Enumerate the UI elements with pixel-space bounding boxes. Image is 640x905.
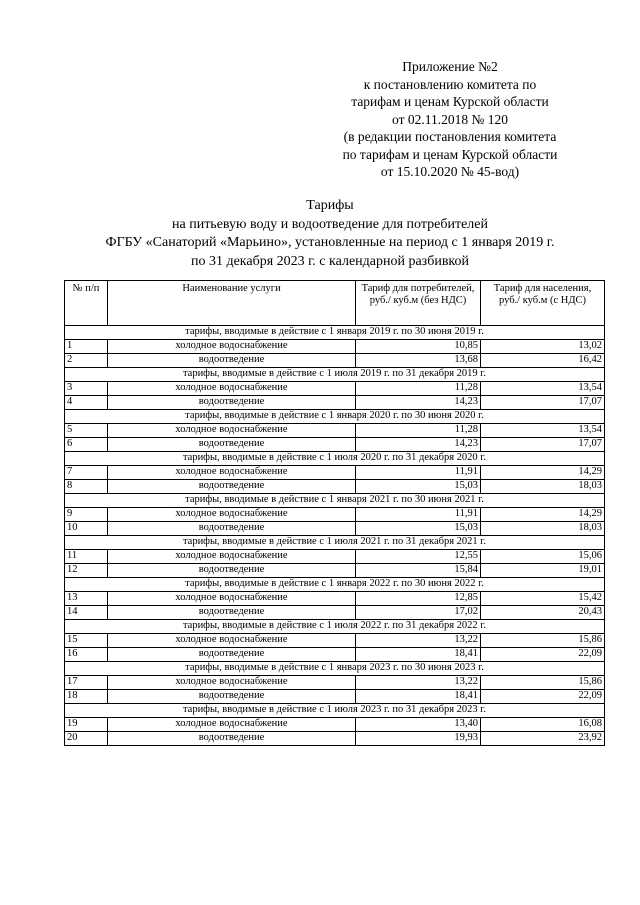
table-row xyxy=(65,396,605,410)
appendix-line: тарифам и ценам Курской области xyxy=(351,94,549,109)
row-number: 20 xyxy=(65,732,108,746)
row-number: 16 xyxy=(65,648,108,662)
tariff-consumers-value: 10,85 xyxy=(356,340,481,354)
appendix-note xyxy=(300,58,600,181)
tariff-population-value: 19,01 xyxy=(481,564,605,578)
tariff-population-value: 13,02 xyxy=(481,340,605,354)
period-label: тарифы, вводимые в действие с 1 января 2019 г. по 30 июня 2019 г. xyxy=(65,326,605,340)
table-header-row xyxy=(65,281,605,326)
period-row xyxy=(65,620,605,634)
period-label: тарифы, вводимые в действие с 1 июля 2021 г. по 31 декабря 2021 г. xyxy=(65,536,605,550)
appendix-line: от 02.11.2018 № 120 xyxy=(392,111,508,127)
tariff-consumers-value: 12,85 xyxy=(356,592,481,606)
service-name: холодное водоснабжение xyxy=(108,592,356,606)
row-number: 1 xyxy=(65,340,108,354)
period-label: тарифы, вводимые в действие с 1 июля 2020 г. по 31 декабря 2020 г. xyxy=(65,452,605,466)
tariff-consumers-value: 11,28 xyxy=(356,382,481,396)
tariff-consumers-value: 11,91 xyxy=(356,508,481,522)
service-name: водоотведение xyxy=(108,480,356,494)
tariff-population-value: 15,86 xyxy=(481,676,605,690)
tariff-population-value: 16,08 xyxy=(481,718,605,732)
row-number: 15 xyxy=(65,634,108,648)
tariff-population-value: 15,06 xyxy=(481,550,605,564)
service-name: водоотведение xyxy=(108,522,356,536)
tariff-consumers-value: 11,28 xyxy=(356,424,481,438)
table-row xyxy=(65,564,605,578)
table-row xyxy=(65,382,605,396)
period-label: тарифы, вводимые в действие с 1 января 2023 г. по 30 июня 2023 г. xyxy=(65,662,605,676)
row-number: 13 xyxy=(65,592,108,606)
tariff-population-value: 18,03 xyxy=(481,480,605,494)
period-label: тарифы, вводимые в действие с 1 июля 2023 г. по 31 декабря 2023 г. xyxy=(65,704,605,718)
tariff-population-value: 17,07 xyxy=(481,396,605,410)
header-tariff-population: Тариф для населения, руб./ куб.м (с НДС) xyxy=(481,281,605,326)
period-label: тарифы, вводимые в действие с 1 января 2021 г. по 30 июня 2021 г. xyxy=(65,494,605,508)
table-row xyxy=(65,550,605,564)
service-name: холодное водоснабжение xyxy=(108,676,356,690)
period-row xyxy=(65,578,605,592)
appendix-line: по тарифам и ценам Курской области xyxy=(342,146,558,162)
tariff-consumers-value: 19,93 xyxy=(356,732,481,746)
row-number: 7 xyxy=(65,466,108,480)
title-line: ФГБУ «Санаторий «Марьино», установленные на период с 1 января 2019 г. xyxy=(105,235,555,250)
table-row xyxy=(65,690,605,704)
table-row xyxy=(65,480,605,494)
tariff-consumers-value: 13,40 xyxy=(356,718,481,732)
row-number: 11 xyxy=(65,550,108,564)
row-number: 14 xyxy=(65,606,108,620)
service-name: холодное водоснабжение xyxy=(108,466,356,480)
tariff-consumers-value: 15,03 xyxy=(356,522,481,536)
header-num: № п/п xyxy=(65,281,108,326)
row-number: 8 xyxy=(65,480,108,494)
period-label: тарифы, вводимые в действие с 1 января 2022 г. по 30 июня 2022 г. xyxy=(65,578,605,592)
tariff-consumers-value: 15,03 xyxy=(356,480,481,494)
period-label: тарифы, вводимые в действие с 1 июля 2022 г. по 31 декабря 2022 г. xyxy=(65,620,605,634)
period-label: тарифы, вводимые в действие с 1 июля 2019 г. по 31 декабря 2019 г. xyxy=(65,368,605,382)
tariff-population-value: 15,42 xyxy=(481,592,605,606)
row-number: 9 xyxy=(65,508,108,522)
tariff-population-value: 13,54 xyxy=(481,424,605,438)
tariff-consumers-value: 17,02 xyxy=(356,606,481,620)
row-number: 19 xyxy=(65,718,108,732)
tariff-population-value: 23,92 xyxy=(481,732,605,746)
document-title xyxy=(60,197,600,271)
period-row xyxy=(65,494,605,508)
tariff-consumers-value: 14,23 xyxy=(356,396,481,410)
table-row xyxy=(65,732,605,746)
table-row xyxy=(65,354,605,368)
service-name: водоотведение xyxy=(108,564,356,578)
title-line: на питьевую воду и водоотведение для потребителей xyxy=(172,216,488,232)
service-name: водоотведение xyxy=(108,438,356,452)
table-row xyxy=(65,648,605,662)
table-row xyxy=(65,340,605,354)
row-number: 10 xyxy=(65,522,108,536)
table-row xyxy=(65,606,605,620)
service-name: водоотведение xyxy=(108,354,356,368)
period-row xyxy=(65,368,605,382)
title-line: по 31 декабря 2023 г. с календарной разбивкой xyxy=(190,253,470,269)
tariff-consumers-value: 18,41 xyxy=(356,648,481,662)
table-row xyxy=(65,676,605,690)
period-row xyxy=(65,452,605,466)
service-name: водоотведение xyxy=(108,732,356,746)
title-line: Тарифы xyxy=(306,198,354,213)
period-row xyxy=(65,704,605,718)
header-tariff-consumers: Тариф для потребителей, руб./ куб.м (без НДС) xyxy=(356,281,481,326)
service-name: водоотведение xyxy=(108,606,356,620)
tariff-population-value: 14,29 xyxy=(481,508,605,522)
tariff-population-value: 15,86 xyxy=(481,634,605,648)
tariff-population-value: 18,03 xyxy=(481,522,605,536)
service-name: водоотведение xyxy=(108,690,356,704)
row-number: 2 xyxy=(65,354,108,368)
table-row xyxy=(65,634,605,648)
appendix-line: к постановлению комитета по xyxy=(363,76,537,92)
appendix-line: от 15.10.2020 № 45-вод) xyxy=(380,164,520,179)
tariff-population-value: 17,07 xyxy=(481,438,605,452)
appendix-line: Приложение №2 xyxy=(402,59,498,74)
service-name: холодное водоснабжение xyxy=(108,508,356,522)
tariff-consumers-value: 13,22 xyxy=(356,676,481,690)
service-name: холодное водоснабжение xyxy=(108,382,356,396)
period-row xyxy=(65,662,605,676)
row-number: 4 xyxy=(65,396,108,410)
tariff-consumers-value: 11,91 xyxy=(356,466,481,480)
service-name: холодное водоснабжение xyxy=(108,340,356,354)
row-number: 17 xyxy=(65,676,108,690)
row-number: 18 xyxy=(65,690,108,704)
tariff-consumers-value: 12,55 xyxy=(356,550,481,564)
tariff-population-value: 20,43 xyxy=(481,606,605,620)
tariff-population-value: 13,54 xyxy=(481,382,605,396)
table-row xyxy=(65,438,605,452)
service-name: холодное водоснабжение xyxy=(108,550,356,564)
service-name: холодное водоснабжение xyxy=(108,718,356,732)
tariff-consumers-value: 14,23 xyxy=(356,438,481,452)
tariff-population-value: 22,09 xyxy=(481,690,605,704)
tariff-population-value: 16,42 xyxy=(481,354,605,368)
tariff-consumers-value: 18,41 xyxy=(356,690,481,704)
tariff-consumers-value: 13,22 xyxy=(356,634,481,648)
row-number: 3 xyxy=(65,382,108,396)
row-number: 6 xyxy=(65,438,108,452)
table-row xyxy=(65,592,605,606)
row-number: 12 xyxy=(65,564,108,578)
tariff-table-body xyxy=(65,326,605,746)
table-row xyxy=(65,718,605,732)
service-name: холодное водоснабжение xyxy=(108,424,356,438)
tariff-population-value: 14,29 xyxy=(481,466,605,480)
tariff-table xyxy=(64,280,605,746)
table-row xyxy=(65,424,605,438)
row-number: 5 xyxy=(65,424,108,438)
service-name: водоотведение xyxy=(108,648,356,662)
service-name: водоотведение xyxy=(108,396,356,410)
header-service-name: Наименование услуги xyxy=(108,281,356,326)
period-row xyxy=(65,326,605,340)
period-row xyxy=(65,410,605,424)
tariff-consumers-value: 15,84 xyxy=(356,564,481,578)
table-row xyxy=(65,522,605,536)
tariff-consumers-value: 13,68 xyxy=(356,354,481,368)
tariff-population-value: 22,09 xyxy=(481,648,605,662)
period-label: тарифы, вводимые в действие с 1 января 2020 г. по 30 июня 2020 г. xyxy=(65,410,605,424)
period-row xyxy=(65,536,605,550)
table-row xyxy=(65,466,605,480)
appendix-line: (в редакции постановления комитета xyxy=(343,129,557,144)
service-name: холодное водоснабжение xyxy=(108,634,356,648)
table-row xyxy=(65,508,605,522)
